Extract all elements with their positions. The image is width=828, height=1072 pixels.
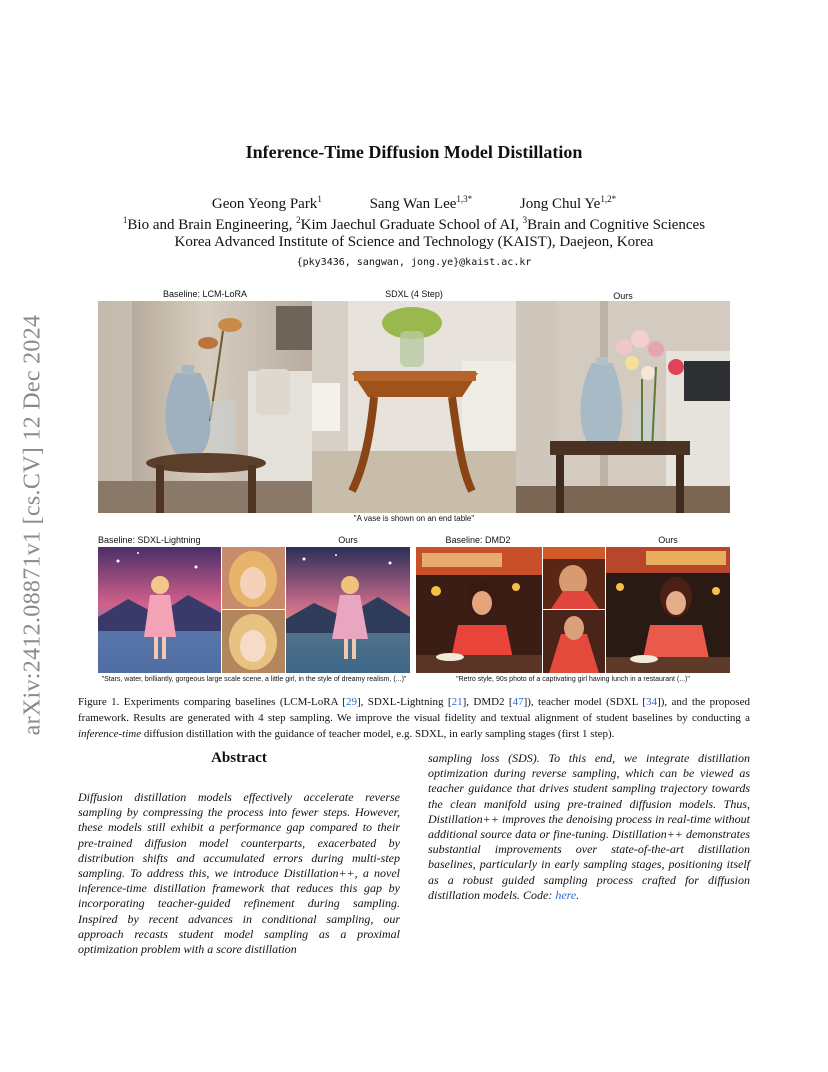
author: Geon Yeong Park$^1$	[211, 194, 322, 212]
abstract-text-right: sampling loss (SDS). To this end, we integrate distillation optimization during reverse sampling, which can be viewed as teacher guidance that drives student sampling trajectory towards the clean manifold using pre-trained diffusion models. Thus, Distillation++ improves the denoising process in real-time without additional source data or fine-tuning. Distillation++ demonstrates substantial improvements over state-of-the-art distillation baselines, particularly in early sampling stages, positioning itself as a robust guided sampling process crafted for diffusion distillation models. Code: here.	[428, 751, 750, 902]
affiliations-line-2: Korea Advanced Institute of Science and Technology (KAIST), Daejeon, Korea	[174, 234, 654, 250]
image-girl-baseline	[98, 547, 221, 673]
image-restaurant-baseline	[416, 547, 542, 673]
author: Sang Wan Lee$^{1,3*}$	[369, 194, 473, 212]
author-list	[0, 194, 828, 213]
figure-label-ours-3: Ours	[658, 535, 678, 545]
girl-face-illustration	[222, 610, 285, 673]
citation-link[interactable]: 34	[646, 696, 658, 708]
figure-label-sdxl-lightning: Baseline: SDXL-Lightning	[98, 535, 201, 545]
figure-prompt-top: "A vase is shown on an end table"	[353, 514, 475, 523]
image-restaurant-closeup-2	[543, 610, 605, 673]
vase-photo-illustration	[98, 301, 312, 513]
girl-scene-illustration	[98, 547, 221, 673]
image-girl-closeup-2	[222, 610, 285, 673]
figure-label-dmd2: Baseline: DMD2	[445, 535, 511, 545]
image-restaurant-ours	[606, 547, 730, 673]
image-vase-sdxl	[312, 301, 516, 513]
figure-label-sdxl: SDXL (4 Step)	[385, 289, 443, 299]
author: Jong Chul $Ye^{1,2*}$	[519, 194, 617, 212]
figure-caption: Figure 1. Experiments comparing baselines (LCM-LoRA [29], SDXL-Lightning [21], DMD2 [47]), teacher model (SDXL [34]), and the proposed framework. Results are generated with 4 step sampling. We improve the visual fidelity and textual alignment of student baselines by conducting a inference-time diffusion distillation with the guidance of teacher model, e.g. SDXL, in early sampling stages (first 1 step).	[78, 696, 750, 740]
vase-photo-illustration	[312, 301, 516, 513]
figure-label-lcm-lora: Baseline: LCM-LoRA	[162, 289, 248, 299]
arxiv-side-stamp	[18, 290, 48, 760]
citation-link[interactable]: 21	[451, 696, 463, 708]
arxiv-stamp-text: arXiv:2412.08871v1 [cs.CV] 12 Dec 2024	[19, 314, 46, 736]
image-vase-lcm-lora	[98, 301, 312, 513]
restaurant-scene-illustration	[606, 547, 730, 673]
figure-label-ours-2: Ours	[338, 535, 358, 545]
image-girl-closeup-1	[222, 547, 285, 609]
affiliations-line-1: $^1$Bio and Brain Engineering, $^2$Kim Jaechul Graduate School of AI, $^3$Brain and Cognitive Sciences	[122, 215, 706, 233]
restaurant-scene-illustration	[416, 547, 542, 673]
citation-link[interactable]: 29	[345, 696, 357, 708]
figure-prompt-bottom-left: "Stars, water, brilliantly, gorgeous large scale scene, a little girl, in the style of dreamy realism, (...)"	[101, 676, 407, 683]
author-emails: {pky3436, sangwan, jong.ye}@kaist.ac.kr	[296, 257, 532, 268]
restaurant-closeup-illustration	[543, 547, 605, 609]
abstract-text-left: Diffusion distillation models effectively accelerate reverse sampling by compressing the process into fewer steps. However, these models still exhibit a performance gap compared to their pre-trained diffusion model counterparts, exacerbated by distribution shifts and accumulated errors during multi-step sampling. To address this, we introduce Distillation++, a novel inference-time distillation framework that reduces this gap by incorporating teacher-guided refinement during sampling. Inspired by recent advances in conditional sampling, our approach recasts student model sampling as a proximal optimization problem with a score distillation	[78, 790, 400, 957]
figure-label-ours: Ours	[613, 291, 633, 301]
figure-prompt-bottom-right: "Retro style, 90s photo of a captivating girl having lunch in a restaurant (...)"	[456, 676, 690, 683]
girl-scene-illustration	[286, 547, 410, 673]
code-link[interactable]: here	[555, 887, 577, 902]
citation-link[interactable]: 47	[512, 696, 524, 708]
restaurant-closeup-illustration	[543, 610, 605, 673]
girl-face-illustration	[222, 547, 285, 609]
image-girl-ours	[286, 547, 410, 673]
abstract-heading: Abstract	[211, 750, 267, 766]
paper-title: Inference-Time Diffusion Model Distillation	[245, 142, 583, 162]
image-restaurant-closeup-1	[543, 547, 605, 609]
vase-photo-illustration	[516, 301, 730, 513]
image-vase-ours	[516, 301, 730, 513]
